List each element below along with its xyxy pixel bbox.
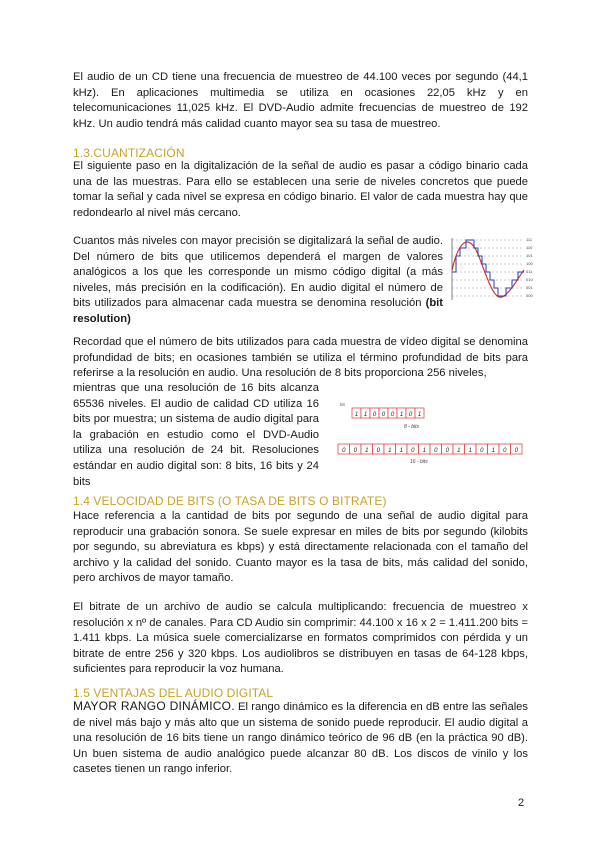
bit16-value: 0 <box>514 448 518 454</box>
bit8-value: 0 <box>408 412 413 418</box>
quant-level-label: 100 <box>526 261 533 266</box>
quant-level-label: 111 <box>526 237 533 242</box>
bit16-value: 0 <box>411 448 415 454</box>
bit8-value: 0 <box>372 412 377 418</box>
paragraph-dynamic-range <box>73 699 528 778</box>
analog-sine-curve <box>452 242 524 297</box>
bit16-value: 1 <box>422 448 426 454</box>
bit16-value: 0 <box>353 448 357 454</box>
bit16-value: 1 <box>388 448 392 454</box>
quant-level-label: 011 <box>526 269 533 274</box>
bit-label: bit <box>340 402 345 407</box>
bit16-value: 1 <box>399 448 403 454</box>
quantization-diagram <box>448 234 538 306</box>
bit16-value: 0 <box>503 448 507 454</box>
bit8-value: 0 <box>381 412 386 418</box>
quant-level-label: 001 <box>526 285 533 290</box>
bit16-value: 0 <box>480 448 484 454</box>
dynamic-range-text: El rango dinámico es la diferencia en dB entre las señales de nivel más bajo y más alto que un sistema de sonido puede reproducir. El audio digital a una resolución de 16 bits tiene un rango dinámico teórico de 96 dB (en la práctica 90 dB). Un buen sistema de audio analógico puede alcanzar 80 dB. Los discos de vinilo y los casetes tienen un rango inferior. <box>73 701 528 776</box>
subheading-rango-dinamico: MAYOR RANGO DINÁMICO. <box>73 699 235 713</box>
paragraph-bitrate-definition: Hace referencia a la cantidad de bits por segundo de una señal de audio digital para reproducir una grabación sonora. Se suele expresar en miles de bits por segundo (kilobits por segundo, su abreviatura es kbps) y está directamente relacionada con el tamaño del archivo y la calidad del sonido. Cuanto mayor es la tasa de bits, más calidad del sonido, pero archivos de mayor tamaño. <box>73 510 528 585</box>
bit-resolution-term: (bit resolution) <box>73 297 443 325</box>
bit16-value: 0 <box>376 448 380 454</box>
caption-16-bits: 16 - bits <box>410 459 428 465</box>
quant-level-label: 110 <box>526 245 533 250</box>
bit-depth-diagram <box>330 398 530 468</box>
paragraph-sampling-rates: El audio de un CD tiene una frecuencia de muestreo de 44.100 veces por segundo (44,1 kHz). En aplicaciones multimedia se utiliza en ocasiones 22,05 kHz y en telecomunicaciones 11,025 kHz. El DVD-Audio admite frecuencias de muestreo de 192 kHz. Un audio tendrá más calidad cuanto mayor sea su tasa de muestreo. <box>73 71 528 130</box>
bit16-value: 1 <box>468 448 472 454</box>
paragraph-quantization-intro: El siguiente paso en la digitalización de la señal de audio es pasar a código binario cada una de las muestras. Para ello se establecen una serie de niveles concretos que puede tomar la señal y cada nivel se expresa en código binario. El valor de cada muestra hay que redondearlo al nivel más cercano. <box>73 160 528 219</box>
paragraph-bit-depth: Recordad que el número de bits utilizados para cada muestra de vídeo digital se denomina profundidad de bits; en ocasiones también se utiliza el término profundidad de bits para referirse a la resolución en audio. Una resolución de 8 bits proporciona 256 niveles, <box>73 336 528 380</box>
paragraph-resolutions: mientras que una resolución de 16 bits alcanza 65536 niveles. El audio de calidad CD utiliza 16 bits por muestra; un sistema de audio digital para la grabación en estudio como el DVD-Audio utiliza una resolución de 24 bit. Resoluciones estándar en audio digital son: 8 bits, 16 bits y 24 bits <box>73 382 319 488</box>
bit8-value: 1 <box>354 412 359 418</box>
heading-ventajas: 1.5 VENTAJAS DEL AUDIO DIGITAL <box>73 686 274 700</box>
heading-velocidad-bits: 1.4 VELOCIDAD DE BITS (O TASA DE BITS O BITRATE) <box>73 494 387 508</box>
bit8-value: 1 <box>417 412 422 418</box>
bit8-value: 1 <box>399 412 404 418</box>
bit16-value: 1 <box>457 448 461 454</box>
bit8-value: 1 <box>363 412 368 418</box>
quantized-step-curve <box>452 240 524 296</box>
paragraph-bitrate-calculation: El bitrate de un archivo de audio se calcula multiplicando: frecuencia de muestreo x resolución x nº de canales. Para CD Audio sin comprimir: 44.100 x 16 x 2 = 1.411.200 bits = 1.411 kbps. La música suele comercializarse en formatos comprimidos con pérdida y un bitrate de entre 256 y 320 kbps. Los audiolibros se distribuyen en tasas de 64-128 kbps, suficientes para reproducir la voz humana. <box>73 601 528 676</box>
bit16-value: 1 <box>365 448 369 454</box>
page-number: 2 <box>518 797 525 809</box>
heading-cuantizacion: 1.3.CUANTIZACIÓN <box>73 146 185 160</box>
quant-level-label: 101 <box>526 253 533 258</box>
bit16-value: 0 <box>434 448 438 454</box>
quant-level-label: 010 <box>526 277 533 282</box>
bit16-value: 0 <box>342 448 346 454</box>
quant-level-label: 000 <box>526 293 533 298</box>
caption-8-bits: 8 - bits <box>404 424 420 430</box>
bit8-value: 0 <box>390 412 395 418</box>
bit16-value: 0 <box>445 448 449 454</box>
paragraph-bit-resolution <box>73 234 443 328</box>
bit16-value: 1 <box>491 448 495 454</box>
bit-resolution-text: Cuantos más niveles con mayor precisión se digitalizará la señal de audio. Del número de bits que utilicemos dependerá el margen de valores analógicos a los que les corresponde un mismo código digital (a más niveles, más precisión en la codificación). En audio digital el número de bits utilizados para almacenar cada muestra se denomina resolución <box>73 235 443 310</box>
